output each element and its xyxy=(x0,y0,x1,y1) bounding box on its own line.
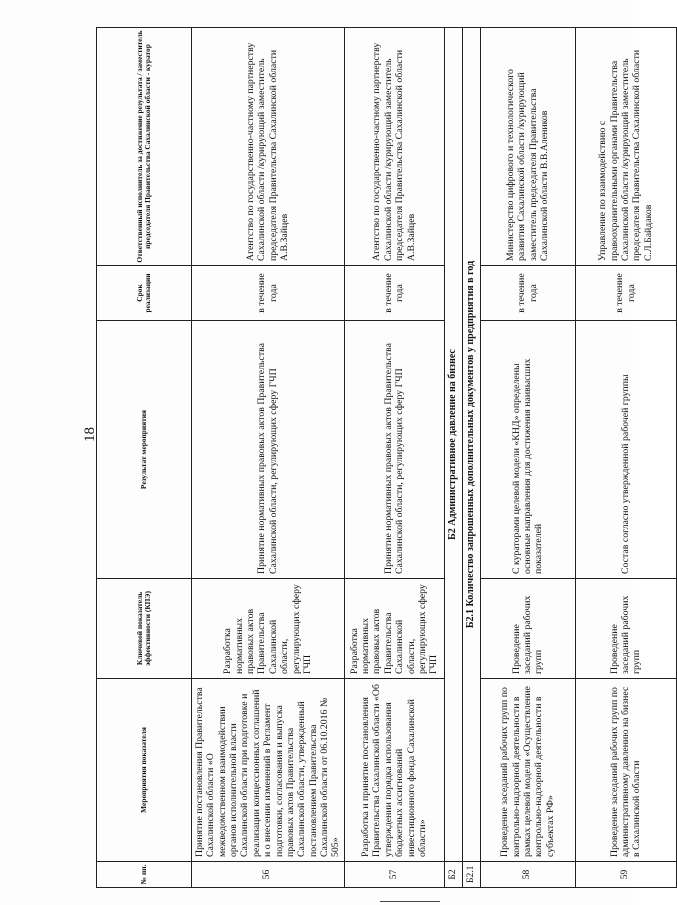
page-number: 18 xyxy=(82,427,98,442)
row-kpi: Разработка нормативных правовых актов Правительства Сахалинской области, регулирующих сферу ГЧП xyxy=(192,579,345,679)
row-kpi: Разработка нормативных правовых актов Правительства Сахалинской области, регулирующих сферу ГЧП xyxy=(344,579,444,679)
row-term: в течение года xyxy=(192,266,345,321)
header-term: Срок реализации xyxy=(97,266,192,321)
header-responsible: Ответственный исполнитель за достижение результата / заместитель председателя Правительства Сахалинской области - куратор xyxy=(97,28,192,266)
footer-rule xyxy=(380,901,440,902)
row-activity: Проведение заседаний рабочих групп по контрольно-надзорной деятельности в рамках целевой модели «Осуществление контрольно-надзорной деятельности в субъектах РФ» xyxy=(480,679,575,862)
section-row-b2-1 xyxy=(462,28,480,888)
header-result: Результат мероприятия xyxy=(97,321,192,579)
row-num: 59 xyxy=(575,862,676,888)
header-num: № пп. xyxy=(97,862,192,888)
header-kpi: Ключевой показатель эффективности (КПЭ) xyxy=(97,579,192,679)
section-title: Б2 Административное давление на бизнес xyxy=(444,28,462,862)
row-result: Принятие нормативных правовых актов Правительства Сахалинской области, регулирующих сферу ГЧП xyxy=(344,321,444,579)
row-term: в течение года xyxy=(480,266,575,321)
row-responsible: Управление по взаимодействию с правоохранительными органами Правительства Сахалинской области /курирующий заместитель председателя Правительства Сахалинской области С.Л.Байдаков xyxy=(575,28,676,266)
row-responsible: Агентство по государственно-частному партнерству Сахалинской области /курирующий заместитель председателя Правительства Сахалинской области А.В.Зайцев xyxy=(344,28,444,266)
section-row-b2 xyxy=(444,28,462,888)
row-kpi: Проведение заседаний рабочих групп xyxy=(575,579,676,679)
row-term: в течение года xyxy=(344,266,444,321)
row-activity: Принятие постановления Правительства Сахалинской области «О межведомственном взаимодействии органов исполнительной власти Сахалинской области при подготовке и реализации концессионных соглашений и о внесении изменений в Регламент подготовки, согласования и выпуска правовых актов Правительства Сахалинской области, утвержденный постановлением Правительства Сахалинской области от 06.10.2016 № 505» xyxy=(192,679,345,862)
row-result: Состав согласно утвержденной рабочей группы xyxy=(575,321,676,579)
row-num: 56 xyxy=(192,862,345,888)
header-activity: Мероприятия показателя xyxy=(97,679,192,862)
rotated-table-container xyxy=(96,28,654,888)
section-code: Б2.1 xyxy=(462,862,480,888)
table-row xyxy=(480,28,575,888)
table-row xyxy=(575,28,676,888)
row-result: С кураторами целевой модели «КНД» определены основные направления для достижения наивысших показателей xyxy=(480,321,575,579)
section-code: Б2 xyxy=(444,862,462,888)
row-activity: Разработка и принятие постановления Правительства Сахалинской области «Об утверждении порядка использования бюджетных ассигнований инвестиционного фонда Сахалинской области» xyxy=(344,679,444,862)
table-row xyxy=(192,28,345,888)
row-num: 58 xyxy=(480,862,575,888)
row-activity: Проведение заседаний рабочих групп по административному давлению на бизнес в Сахалинской области xyxy=(575,679,676,862)
row-result: Принятие нормативных правовых актов Правительства Сахалинской области, регулирующих сферу ГЧП xyxy=(192,321,345,579)
table-header-row xyxy=(97,28,192,888)
row-responsible: Агентство по государственно-частному партнерству Сахалинской области /курирующий заместитель председателя Правительства Сахалинской области А.В.Зайцев xyxy=(192,28,345,266)
row-num: 57 xyxy=(344,862,444,888)
section-title: Б2.1 Количество запрошенных дополнительных документов у предприятия в год xyxy=(462,28,480,862)
row-responsible: Министерство цифрового и технологического развития Сахалинской области /курирующий заместитель председателя Правительства Сахалинской области В.В.Алеников xyxy=(480,28,575,266)
action-plan-table xyxy=(96,27,677,888)
row-kpi: Проведение заседаний рабочих групп xyxy=(480,579,575,679)
table-row xyxy=(344,28,444,888)
row-term: в течение года xyxy=(575,266,676,321)
